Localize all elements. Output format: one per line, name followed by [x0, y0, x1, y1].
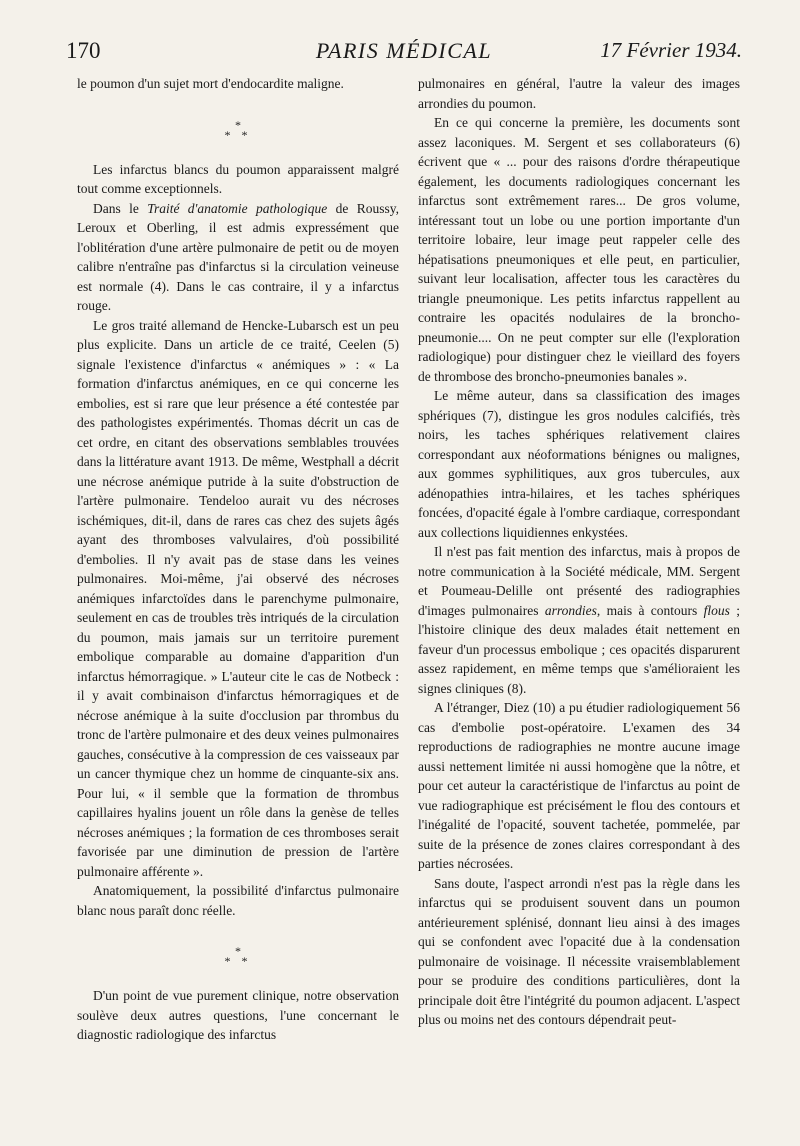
left-column [77, 74, 399, 1045]
paragraph: Le même auteur, dans sa classification des images sphériques (7), distingue les gros nodules calcifiés, très noirs, les taches sphériques relativement claires correspondant aux néoformations bénignes ou malignes, aux gommes syphilitiques, aux gros tubercules, aux adénopathies intra-hilaires, et les taches sphériques foncées, d'opacité égale à l'ombre cardiaque, correspondant aux collections liquidiennes enkystées. [418, 388, 740, 540]
paragraph [418, 542, 740, 698]
separator-star: * [235, 117, 241, 132]
section-separator [77, 117, 399, 142]
separator-stars: * * [224, 127, 252, 142]
issue-date: 17 Février 1934. [600, 38, 742, 62]
paragraph: Anatomiquement, la possibilité d'infarctus pulmonaire blanc nous paraît donc réelle. [77, 883, 399, 918]
emphasis: flous [703, 602, 730, 618]
text-run: de Roussy, Leroux et Oberling, il est admis expressément que l'oblitération d'une artère pulmonaire de petit ou de moyen calibre n'entraîne pas d'infarctus si la circulation veineuse est normale (4). Dans le cas contraire, il y a infarctus rouge. [77, 200, 399, 313]
paragraph: Sans doute, l'aspect arrondi n'est pas la règle dans les infarctus qui se produisent souvent dans un poumon antérieurement splénisé, donnant lieu ainsi à des images qui se confondent avec l'opacité due à la condensation pulmonaire de voisinage. Il nécessite vraisemblablement pour se produire des conditions particulières, dont la principale doit être l'intégrité du poumon adjacent. L'aspect plus ou moins net des contours dépendrait peut- [418, 875, 740, 1027]
paragraph: Le gros traité allemand de Hencke-Lubarsch est un peu plus explicite. Dans un article de ce traité, Ceelen (5) signale l'existence d'infarctus « anémiques » : « La formation d'infarctus anémiques, en ce qui concerne les embolies, est si rare que leur présence a été contestée par des pathologistes expérimentés. Thomas décrit un cas de cet ordre, en citant des observations semblables trouvées dans la littérature avant 1913. De même, Westphall a décrit une nécrose anémique putride à la suite d'obstruction de l'artère pulmonaire. Tendeloo aurait vu des nécroses ischémiques, dit-il, dans de rares cas chez des sujets âgés ayant des thromboses valvulaires, d'où possibilité d'embolies. Il n'y avait pas de stase dans les veines pulmonaires. Moi-même, j'ai observé des nécroses anémiques infarctoïdes dans le parenchyme pulmonaire, seulement en cas de troubles très intriqués de la circulation du poumon, mais jamais sur un territoire purement embolique comparable au domaine d'apparition d'un infarctus hémorragique. » L'auteur cite le cas de Notbeck : il y avait combinaison d'infarctus hémorragiques et de nécrose anémique à la suite d'occlusion par thrombus du tronc de l'artère pulmonaire et des deux veines pulmonaires gauches, consécutive à la compression de ces vaisseaux par un cancer thymique chez un homme de cinquante-six ans. Pour lui, « il semble que la formation de thrombus capillaires hyalins jouent un rôle dans la genèse de telles nécroses anémiques ; la formation de ces thromboses serait favorisée par une diminution de pression de l'artère pulmonaire afférente ». [77, 317, 399, 879]
emphasis: arrondies [544, 602, 597, 618]
paragraph [77, 199, 399, 316]
paragraph: D'un point de vue purement clinique, notre observation soulève deux autres questions, l'une concernant le diagnostic radiologique des infarctus [77, 988, 399, 1042]
page-header [66, 38, 742, 72]
text-run: , mais à contours [596, 602, 704, 618]
text-run: Dans le [93, 200, 148, 216]
separator-stars: * * [224, 954, 252, 968]
paragraph: En ce qui concerne la première, les documents sont assez laconiques. M. Sergent et ses collaborateurs (6) écrivent que « ... pour des raisons d'ordre thérapeutique également, les documents radiologiques concernant les infarctus sont extrêmement rares... De gros volume, intéressant tout un lobe ou une portion importante d'un territoire lobaire, leur image peut rappeler celle des hépatisations pneumoniques et elle peut, en particulier, suivant leur localisation, affecter tous les caractères du triangle pneumonique. Les petits infarctus rappellent au contraire les opacités nodulaires de la broncho-pneumonie.... On ne peut compter sur elle (l'exploration radiologique) pour distinguer chez le vieillard des foyers de thrombose des broncho-pneumonies banales ». [418, 115, 740, 384]
paragraph-continued: pulmonaires en général, l'autre la valeur des images arrondies du poumon. [418, 76, 740, 111]
text-run: ; l'histoire clinique des deux malades était nettement en faveur d'un processus embolique ; ces opacités disparurent assez rapidement, en même temps que s'amélioraient les signes cliniques (8). [418, 602, 740, 696]
section-separator [77, 946, 399, 966]
separator-star: * [235, 944, 241, 958]
paragraph: Les infarctus blancs du poumon apparaissent malgré tout comme exceptionnels. [77, 161, 399, 196]
paragraph: A l'étranger, Diez (10) a pu étudier radiologiquement 56 cas d'embolie post-opératoire. L'examen des 34 reproductions de radiographies ne montre aucune image aussi nettement limitée ni aussi homogène que la nôtre, et pour cet auteur la caractéristique de l'infarctus au point de vue radiographique est précisément le flou des contours et l'inégalité de l'opacité, souvent tachetée, pommelée, par suite de la présence de zones claires correspondant à des parties nécrosées. [418, 700, 740, 871]
book-title: Traité d'anatomie pathologique [147, 200, 328, 216]
paragraph-continued: le poumon d'un sujet mort d'endocardite maligne. [77, 76, 344, 91]
right-column [418, 74, 740, 1030]
journal-title: PARIS MÉDICAL [315, 38, 493, 63]
page-number: 170 [66, 38, 101, 63]
text-run: Il n'est pas fait mention des infarctus, mais à propos de notre communication à la Société médicale, MM. Sergent et Poumeau-Delille ont présenté des radiographies d'images pulmonaires [418, 544, 740, 618]
